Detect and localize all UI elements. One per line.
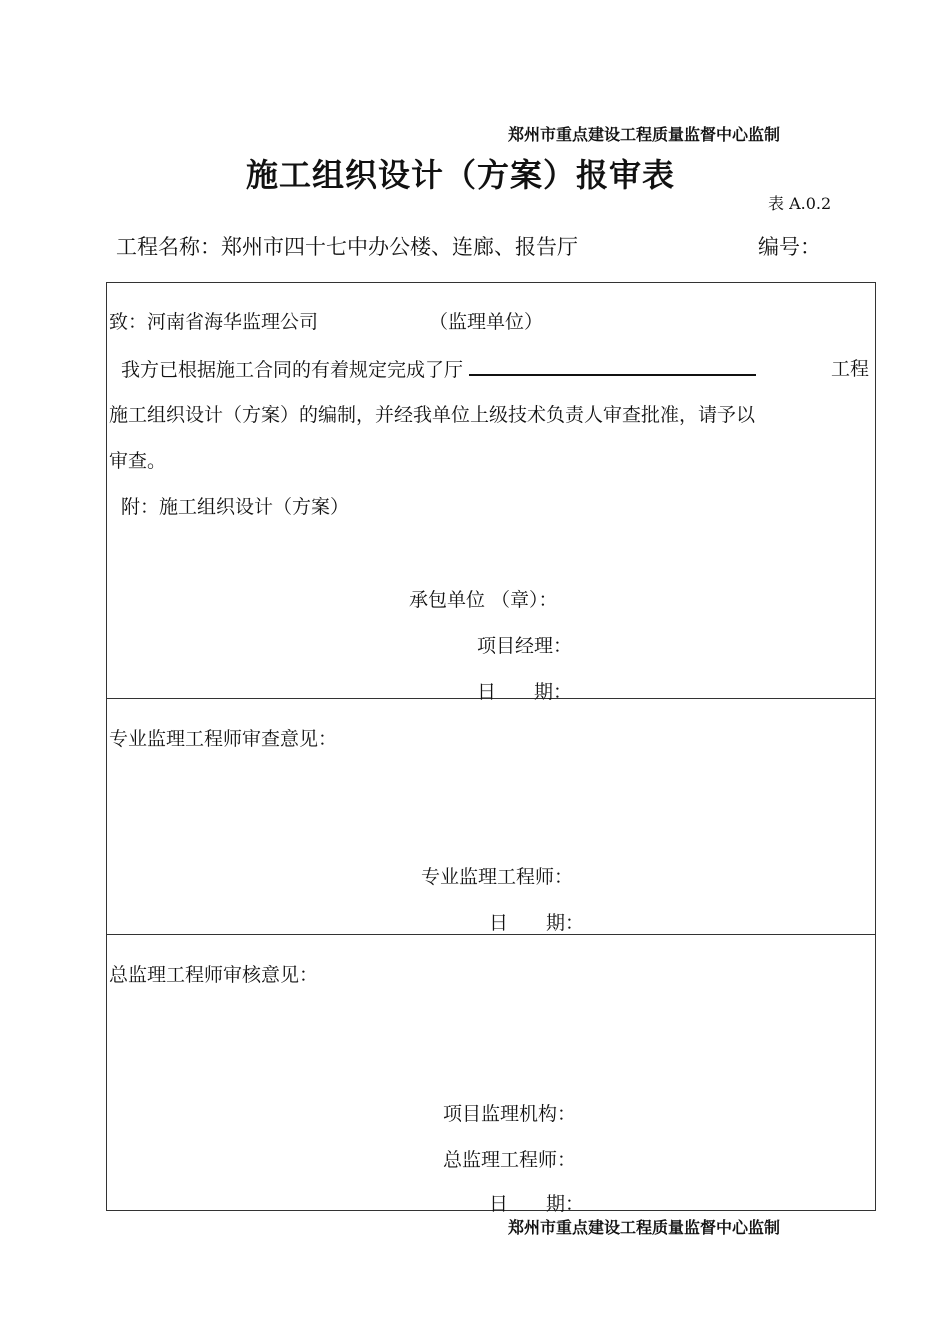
submission-paragraph-line3: 审查。	[109, 450, 167, 472]
date-label: 日 期：	[489, 912, 585, 934]
project-fill-blank[interactable]	[469, 354, 756, 376]
review-form-table	[106, 282, 876, 1215]
chief-engineer-label: 总监理工程师：	[443, 1149, 577, 1171]
attachment-line: 附：施工组织设计（方案）	[121, 496, 350, 518]
chief-review-heading: 总监理工程师审核意见：	[109, 964, 319, 986]
supervision-org-label: 项目监理机构：	[443, 1103, 577, 1125]
date-label: 日 期：	[477, 681, 573, 703]
contractor-seal-label: 承包单位 （章）：	[409, 589, 558, 611]
date-label: 日 期：	[489, 1193, 585, 1215]
submission-paragraph-line2: 施工组织设计（方案）的编制，并经我单位上级技术负责人审查批准，请予以	[109, 404, 756, 426]
addressee-line: 致：河南省海华监理公司	[109, 311, 319, 333]
project-number-label: 编号：	[758, 235, 821, 259]
submission-paragraph-line1	[121, 354, 762, 382]
supervision-note-top: 郑州市重点建设工程质量监督中心监制	[508, 125, 781, 144]
professional-engineer-label: 专业监理工程师：	[421, 866, 574, 888]
project-name: 工程名称：郑州市四十七中办公楼、连廊、报告厅	[116, 235, 578, 259]
professional-review-heading: 专业监理工程师审查意见：	[109, 728, 338, 750]
form-title: 施工组织设计（方案）报审表	[246, 156, 676, 194]
project-manager-label: 项目经理：	[477, 635, 573, 657]
paragraph-end: 工程	[831, 358, 870, 380]
paragraph-start: 我方已根据施工合同的有着规定完成了厅	[121, 359, 464, 381]
form-code: 表 A.0.2	[768, 194, 832, 213]
supervision-note-bottom: 郑州市重点建设工程质量监督中心监制	[508, 1218, 781, 1237]
addressee-role: （监理单位）	[429, 311, 544, 333]
